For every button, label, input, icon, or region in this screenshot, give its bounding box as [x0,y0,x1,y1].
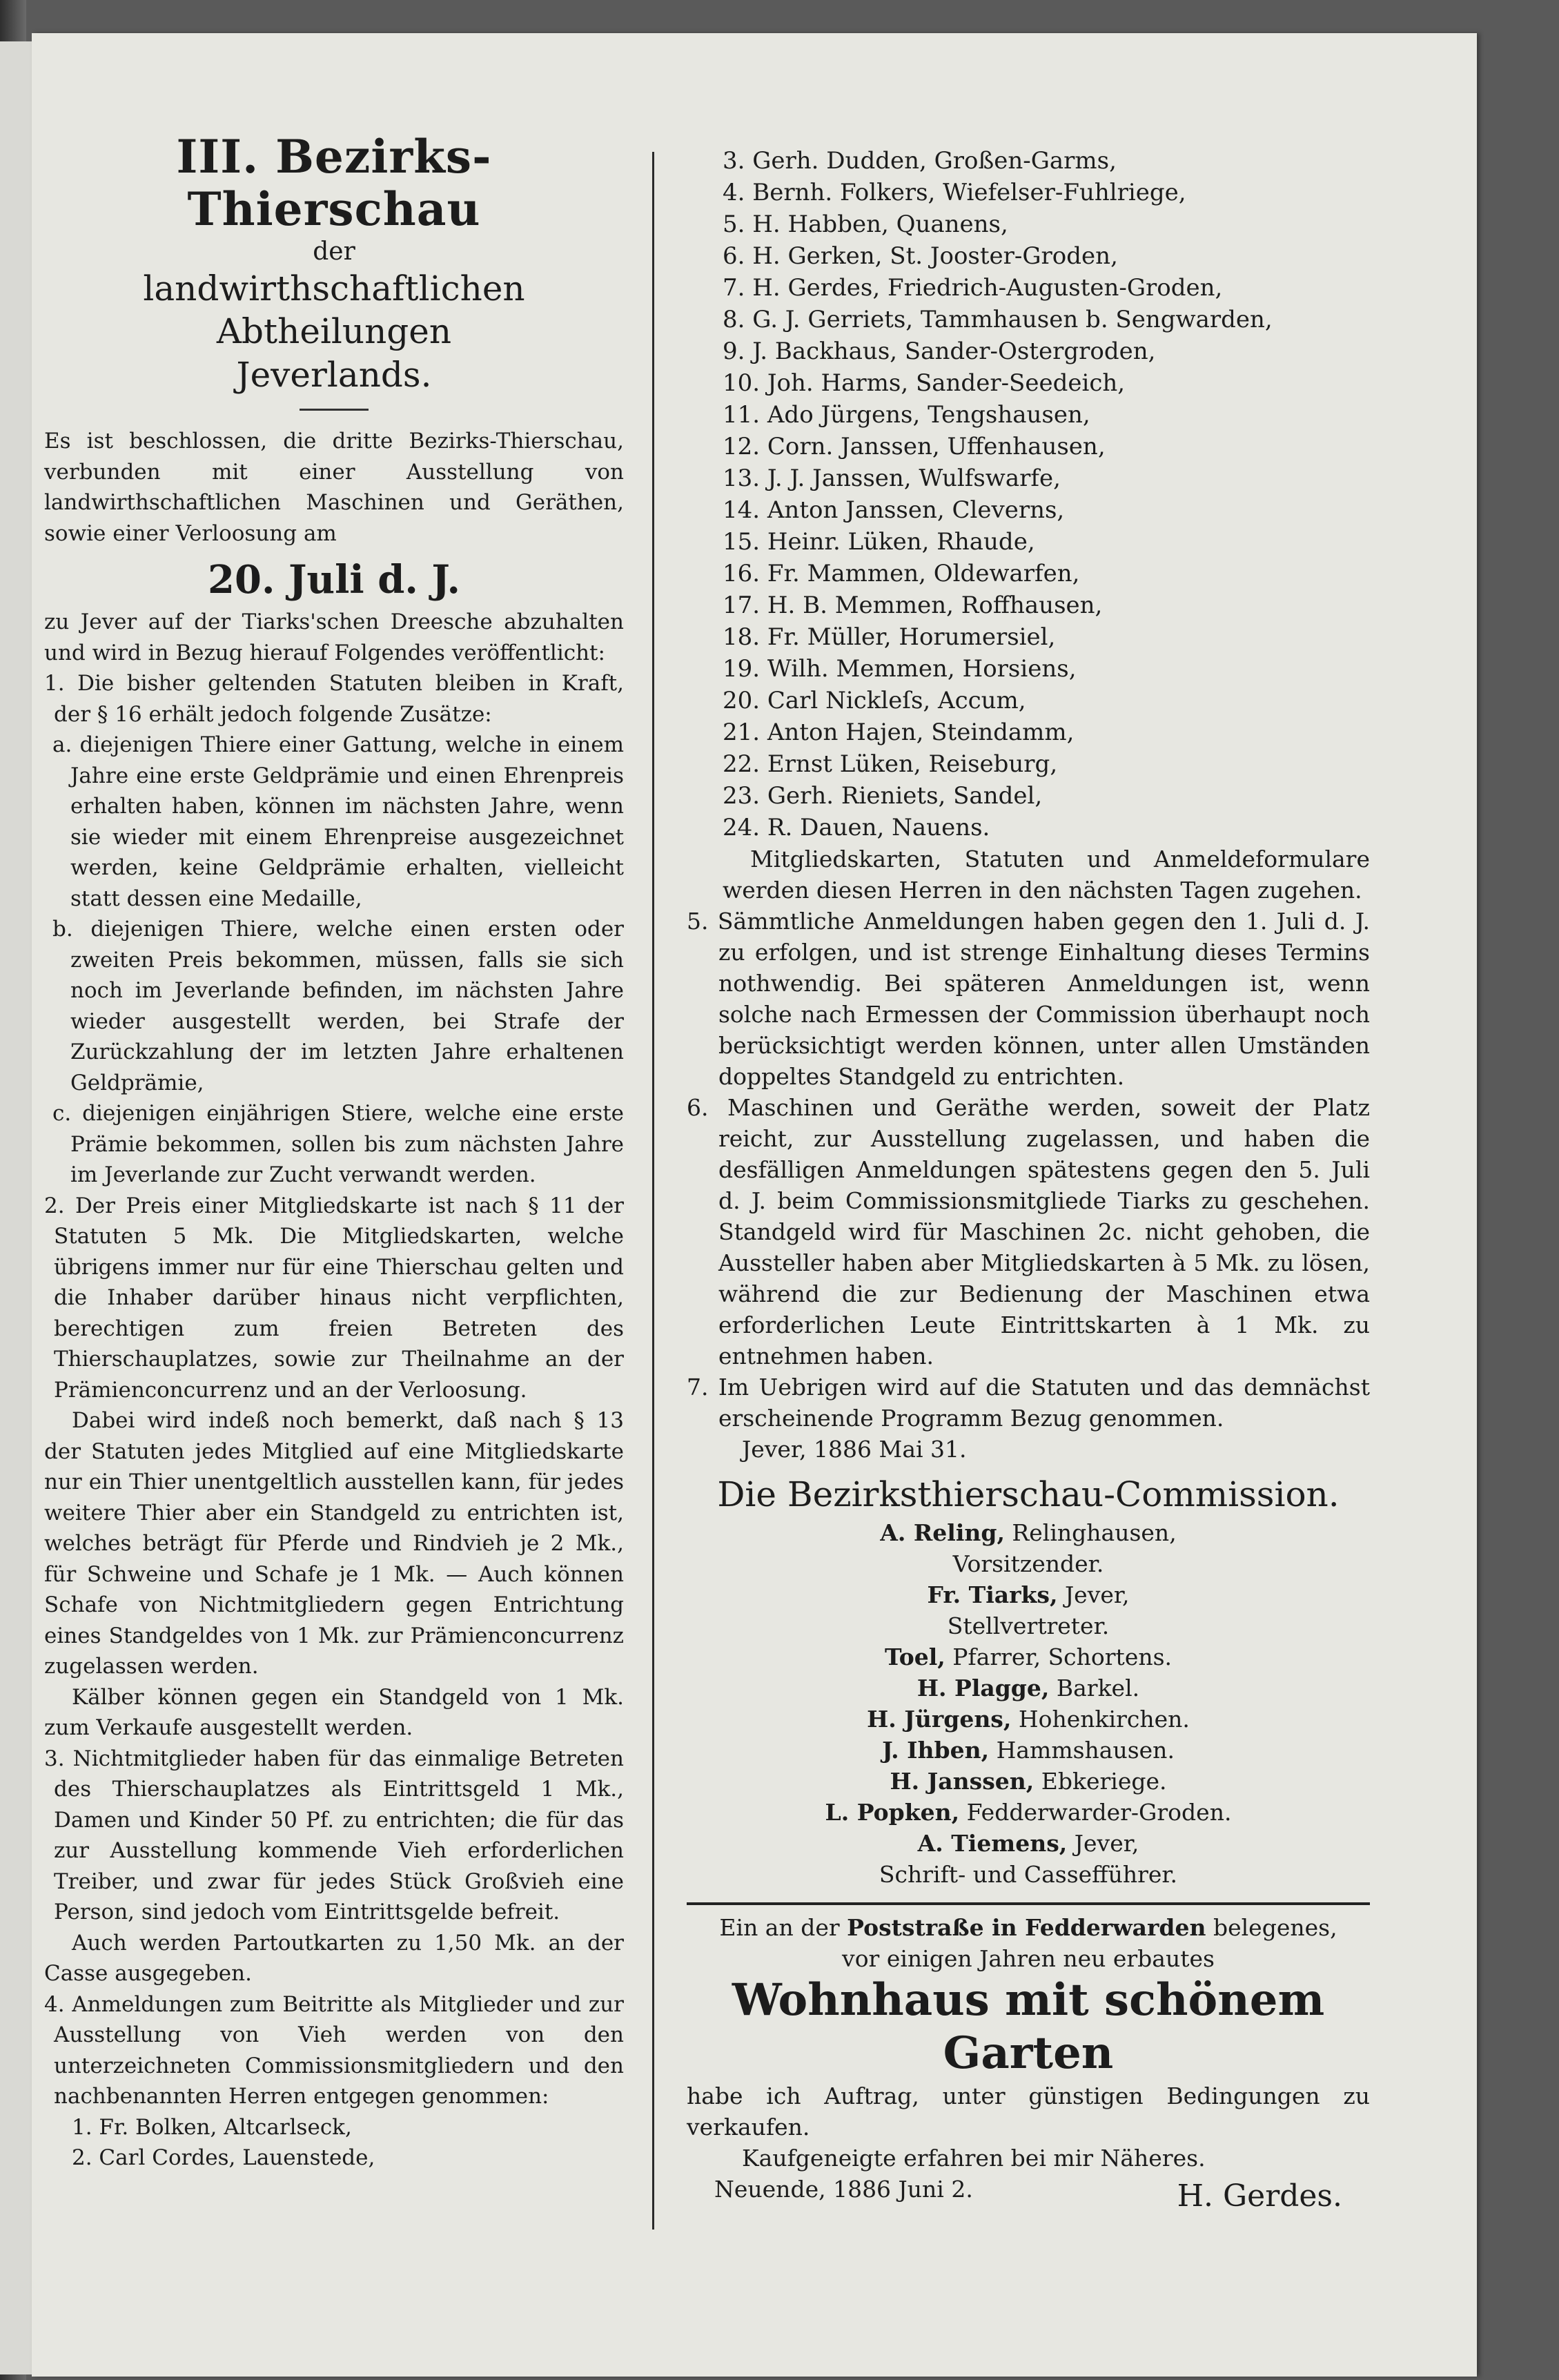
list-item: 23. Gerh. Rieniets, Sandel, [723,782,1043,810]
signature-detail: Barkel. [1049,1675,1140,1701]
signature-line [687,1672,1370,1704]
list-item: 11. Ado Jürgens, Tengshausen, [723,401,1090,429]
item-1: 1. Die bisher geltenden Statuten bleiben in Kraft, der § 16 erhält jedoch folgende Zusätze: [44,671,624,727]
title-divider [300,409,369,411]
advert-intro-street: Poststraße in Fedderwarden [847,1914,1206,1941]
signature-name: L. Popken, [825,1799,960,1826]
list-item: 22. Ernst Lüken, Reiseburg, [723,750,1058,778]
advert-intro-line [687,1912,1370,1943]
list-item: 18. Fr. Müller, Horumersiel, [723,623,1056,651]
signature-line [687,1735,1370,1766]
notice-subtitle-der: der [313,237,355,266]
advert-body-2: Kaufgeneigte erfahren bei mir Näheres. [742,2144,1206,2172]
notice-subtitle-line1: landwirthschaftlichen Abtheilungen [143,268,525,352]
house-advert [687,1912,1370,2214]
list-item: 20. Carl Nickleſs, Accum, [723,687,1026,714]
advert-intro-line2: vor einigen Jahren neu erbautes [842,1945,1215,1972]
signature-name: A. Reling, [880,1519,1005,1546]
item-1b: b. diejenigen Thiere, welche einen ersten oder zweiten Preis bekommen, müssen, falls sie sich noch im Jeverlande befinden, im nächsten Jahre wieder ausgestellt werden, bei Strafe der Zurückzahlung der im letzten Jahre erhaltenen Geldprämie, [52,917,624,1095]
notice-subtitle-line2: Jeverlands. [236,354,432,395]
signature-name: H. Plagge, [916,1675,1050,1701]
place-date: Jever, 1886 Mai 31. [742,1436,967,1463]
signature-line [687,1859,1370,1890]
list-item: 3. Gerh. Dudden, Großen-Garms, [723,147,1117,175]
advert-divider [687,1902,1370,1905]
signature-line [687,1641,1370,1672]
advert-signer: H. Gerdes. [1177,2178,1342,2214]
list-item: 2. Carl Cordes, Lauenstede, [72,2145,375,2171]
signature-detail: Vorsitzender. [952,1550,1104,1577]
list-item: 4. Bernh. Folkers, Wiefelser-Fuhlriege, [723,179,1186,206]
signature-line [687,1797,1370,1828]
signature-line [687,1548,1370,1579]
signature-block [687,1517,1370,1890]
advert-place-date: Neuende, 1886 Juni 2. [714,2175,973,2203]
left-column [44,131,624,2174]
agent-list-start [44,2112,624,2174]
list-item: 6. H. Gerken, St. Jooster-Groden, [723,242,1118,270]
list-item: 13. J. J. Janssen, Wulfswarfe, [723,465,1061,492]
signature-line [687,1610,1370,1641]
column-divider [652,152,654,2230]
signature-detail: Ebkeriege. [1034,1768,1167,1795]
advert-body: habe ich Auftrag, unter günstigen Bedingungen zu verkaufen. [687,2082,1370,2140]
signature-detail: Fedderwarder-Groden. [959,1799,1232,1826]
signature-detail: Jever, [1067,1830,1139,1857]
list-item: 5. H. Habben, Quanens, [723,211,1008,238]
item-3: 3. Nichtmitglieder haben für das einmalige Betreten des Thierschauplatzes als Eintrittsgeld 1 Mk., Damen und Kinder 50 Pf. zu entrichten; die für das zur Ausstellung kommende Vieh erforderlichen Treiber, und zwar für jedes Stück Großvieh eine Person, sind jedoch vom Eintrittsgelde befreit. [44,1746,624,1925]
after-date-paragraph: zu Jever auf der Tiarks'schen Dreesche abzuhalten und wird in Bezug hierauf Folgendes veröffentlicht: [44,609,624,665]
list-item: 10. Joh. Harms, Sander-Seedeich, [723,369,1126,397]
list-item: 16. Fr. Mammen, Oldewarfen, [723,560,1080,587]
item-1c: c. diejenigen einjährigen Stiere, welche eine erste Prämie bekommen, sollen bis zum nächsten Jahre im Jeverlande zur Zucht verwandt werden. [52,1101,624,1188]
signature-detail: Jever, [1057,1581,1130,1608]
signature-name: H. Janssen, [890,1768,1035,1795]
list-item: 12. Corn. Janssen, Uffenhausen, [723,433,1106,460]
signature-detail: Schrift- und Cassefführer. [879,1861,1178,1888]
signature-detail: Relinghausen, [1004,1519,1177,1546]
advert-title: Wohnhaus mit schönem Garten [732,1974,1325,2079]
list-item: 15. Heinr. Lüken, Rhaude, [723,528,1035,556]
signature-name: J. Ihben, [882,1737,990,1764]
item-1a: a. diejenigen Thiere einer Gattung, welche in einem Jahre eine erste Geldprämie und einen Ehrenpreis erhalten haben, können im nächsten Jahre, wenn sie wieder mit einem Ehrenpreise ausgezeichnet werden, keine Geldprämie erhalten, vielleicht statt dessen eine Medaille, [52,732,624,911]
previous-page-edge [0,41,32,2374]
list-item: 24. R. Dauen, Nauens. [723,814,990,841]
item-4: 4. Anmeldungen zum Beitritte als Mitglieder und zur Ausstellung von Vieh werden von den unterzeichneten Commissionsmitgliedern und den nachbenannten Herren entgegen genommen: [44,1991,624,2109]
intro-paragraph: Es ist beschlossen, die dritte Bezirks-Thierschau, verbunden mit einer Ausstellung von landwirthschaftlichen Maschinen und Geräthen, sowie einer Verloosung am [44,429,624,546]
item-2: 2. Der Preis einer Mitgliedskarte ist nach § 11 der Statuten 5 Mk. Die Mitgliedskarten, welche übrigens immer nur für eine Thierschau gelten und die Inhaber darüber hinaus nicht verpflichten, berechtigen zum freien Betreten des Thierschauplatzes, sowie zur Theilnahme an der Prämienconcurrenz und an der Verloosung. [44,1193,624,1403]
item-5: 5. Sämmtliche Anmeldungen haben gegen den 1. Juli d. J. zu erfolgen, und ist strenge Einhaltung dieses Termins nothwendig. Bei späteren Anmeldungen ist, wenn solche nach Ermessen der Commission überhaupt noch berücksichtigt werden können, unter allen Umständen doppeltes Standgeld zu entrichten. [687,908,1370,1090]
signature-detail: Stellvertreter. [947,1612,1110,1639]
signature-line [687,1704,1370,1735]
signature-line [687,1517,1370,1548]
agent-list-continued [687,145,1370,843]
signature-name: Toel, [884,1643,945,1670]
item-7: 7. Im Uebrigen wird auf die Statuten und das demnächst erscheinende Programm Bezug genommen. [687,1374,1370,1432]
advert-intro-c: belegenes, [1206,1914,1337,1941]
list-item: 8. G. J. Gerriets, Tammhausen b. Sengwarden, [723,306,1273,333]
signature-name: H. Jürgens, [867,1706,1012,1733]
signature-line [687,1828,1370,1859]
advert-intro-a: Ein an der [719,1914,847,1941]
list-item: 9. J. Backhaus, Sander-Ostergroden, [723,338,1156,365]
signature-detail: Hohenkirchen. [1011,1706,1190,1733]
signature-line [687,1579,1370,1610]
event-date: 20. Juli d. J. [208,557,460,603]
item-2-kaelber: Kälber können gegen ein Standgeld von 1 Mk. zum Verkaufe ausgestellt werden. [44,1684,624,1741]
list-note: Mitgliedskarten, Statuten und Anmeldeformulare werden diesen Herren in den nächsten Tagen zugehen. [723,846,1370,904]
item-3-continuation: Auch werden Partoutkarten zu 1,50 Mk. an der Casse ausgegeben. [44,1930,624,1987]
list-item: 21. Anton Hajen, Steindamm, [723,719,1075,746]
right-column [687,145,1370,2214]
signature-detail: Pfarrer, Schortens. [945,1643,1173,1670]
item-2-continuation: Dabei wird indeß noch bemerkt, daß nach § 13 der Statuten jedes Mitglied auf eine Mitgliedskarte nur ein Thier unentgeltlich ausstellen kann, für jedes weitere Thier aber ein Standgeld zu entrichten ist, welches beträgt für Pferde und Rindvieh je 2 Mk., für Schweine und Schafe je 1 Mk. — Auch können Schafe von Nichtmitgliedern gegen Entrichtung eines Standgeldes von 1 Mk. zur Prämienconcurrenz zugelassen werden. [44,1408,624,1679]
commission-heading: Die Bezirksthierschau-Commission. [717,1474,1340,1514]
item-6: 6. Maschinen und Geräthe werden, soweit der Platz reicht, zur Ausstellung zugelassen, und haben die desfälligen Anmeldungen spätestens gegen den 5. Juli d. J. beim Commissionsmitgliede Tiarks zu geschehen. Standgeld wird für Maschinen 2c. nicht gehoben, die Aussteller haben aber Mitgliedskarten à 5 Mk. zu lösen, während die zur Bedienung der Maschinen etwa erforderlichen Leute Eintrittskarten à 1 Mk. zu entnehmen haben. [687,1094,1370,1369]
signature-detail: Hammshausen. [989,1737,1175,1764]
list-item: 7. H. Gerdes, Friedrich-Augusten-Groden, [723,274,1223,302]
signature-name: A. Tiemens, [917,1830,1068,1857]
list-item: 17. H. B. Memmen, Roffhausen, [723,592,1103,619]
notice-title: III. Bezirks-Thierschau [176,130,492,236]
signature-line [687,1766,1370,1797]
list-item: 1. Fr. Bolken, Altcarlseck, [72,2114,352,2140]
list-item: 19. Wilh. Memmen, Horsiens, [723,655,1077,683]
list-item: 14. Anton Janssen, Cleverns, [723,496,1065,524]
signature-name: Fr. Tiarks, [927,1581,1058,1608]
